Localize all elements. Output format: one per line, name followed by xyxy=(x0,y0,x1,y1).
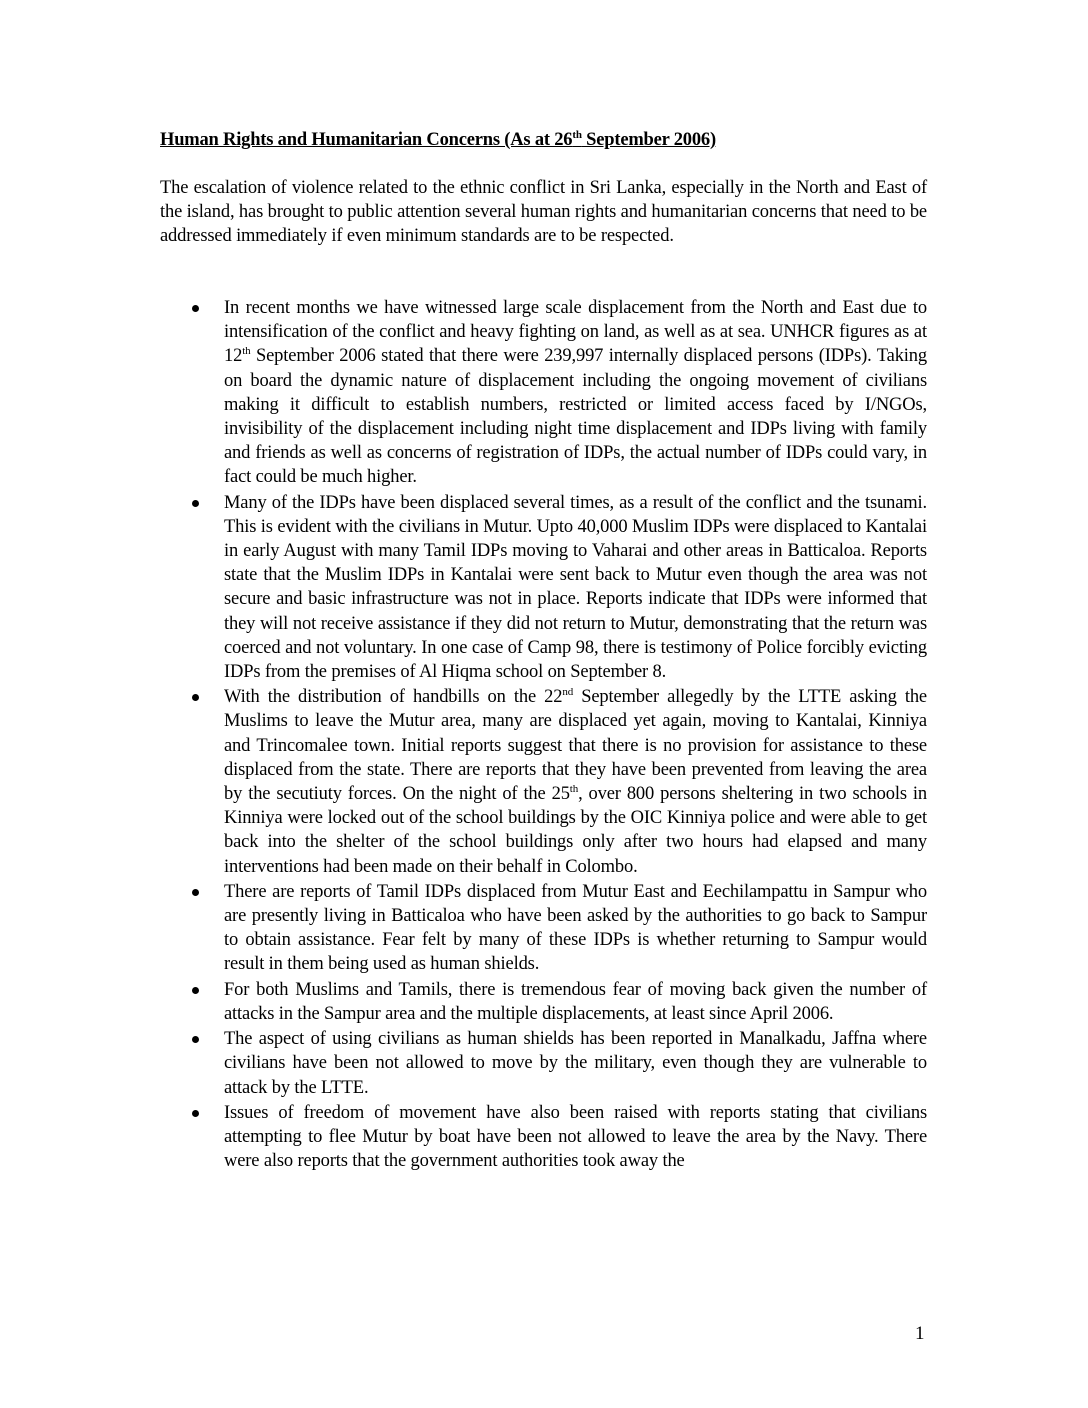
list-item-fear-of-return xyxy=(160,978,927,1026)
list-item-handbills xyxy=(160,685,927,879)
superscript: nd xyxy=(562,686,574,699)
superscript: th xyxy=(569,782,579,795)
list-item-text: There are reports of Tamil IDPs displaced from Mutur East and Eechilampattu in Sampur who are presently living in Batticaloa who have been asked by the authorities to go back to Sampur to obtain assistance. Fear felt by many of these IDPs is whether returning to Sampur would result in them being used as human shields. xyxy=(224,881,927,975)
list-item-displacement-figures xyxy=(160,296,927,490)
list-item-human-shields xyxy=(160,1027,927,1100)
list-item-text: Many of the IDPs have been displaced several times, as a result of the conflict and the tsunami. This is evident with the civilians in Mutur. Upto 40,000 Muslim IDPs were displaced to Kantalai in early August with many Tamil IDPs moving to Vaharai and other areas in Batticaloa. Reports state that the Muslim IDPs in Kantalai were sent back to Mutur even though the area was not secure and basic infrastructure was not in place. Reports indicate that IDPs were informed that they will not receive assistance if they did not return to Mutur, demonstrating that the return was coerced and not voluntary. In one case of Camp 98, there is testimony of Police forcibly evicting IDPs from the premises of Al Hiqma school on September 8. xyxy=(224,492,927,683)
list-item-freedom-of-movement xyxy=(160,1101,927,1174)
title-text-end: September 2006) xyxy=(581,130,716,150)
list-item-text: September allegedly by the LTTE asking the Muslims to leave the Mutur area, many are displaced yet again, moving to Kantalai, Kinniya and Trincomalee town. Initial reports suggest that there is no provision for assistance to these displaced from the state. There are reports that they have been prevented from leaving the area by the secutiuty forces. On the night of the 25 xyxy=(224,687,927,805)
list-item-text: September 2006 stated that there were 239,997 internally displaced persons (IDPs). Taking on board the dynamic nature of displacement including the ongoing movement of civilians making it difficult to establish numbers, restricted or limited access faced by I/NGOs, invisibility of the displacement including night time displacement and IDPs living with family and friends as well as concerns of registration of IDPs, the actual number of IDPs could vary, in fact could be much higher. xyxy=(224,346,927,488)
list-item-multiple-displacement xyxy=(160,491,927,685)
superscript: th xyxy=(242,345,251,358)
bullet-icon xyxy=(192,987,199,994)
list-item-text: For both Muslims and Tamils, there is tremendous fear of moving back given the number of attacks in the Sampur area and the multiple displacements, at least since April 2006. xyxy=(224,979,927,1024)
bullet-icon xyxy=(192,694,199,701)
list-item-text: Issues of freedom of movement have also been raised with reports stating that civilians attempting to flee Mutur by boat have been not allowed to leave the area by the Navy. There were also reports that the government authorities took away the xyxy=(224,1102,927,1172)
concerns-list xyxy=(160,296,927,1174)
list-item-text: , over 800 persons sheltering in two schools in Kinniya were locked out of the school buildings by the OIC Kinniya police and were able to get back into the shelter of the school buildings only after two hours had elapsed and many interventions had been made on their behalf in Colombo. xyxy=(224,784,927,877)
page-number: 1 xyxy=(915,1323,925,1344)
list-item-text: In recent months we have witnessed large scale displacement from the North and East due to intensification of the conflict and heavy fighting on land, as well as at sea. UNHCR figures as at 12 xyxy=(224,298,927,367)
list-item-text: The aspect of using civilians as human shields has been reported in Manalkadu, Jaffna where civilians have been not allowed to move by the military, even though they are vulnerable to attack by the LTTE. xyxy=(224,1029,927,1098)
bullet-icon xyxy=(192,889,199,896)
intro-paragraph: The escalation of violence related to the ethnic conflict in Sri Lanka, especially in the North and East of the island, has brought to public attention several human rights and humanitarian concerns that need to be addressed immediately if even minimum standards are to be respected. xyxy=(160,178,927,246)
bullet-icon xyxy=(192,305,199,312)
bullet-icon xyxy=(192,1110,199,1117)
list-item-tamil-idps xyxy=(160,880,927,977)
title-text: Human Rights and Humanitarian Concerns (As at 26 xyxy=(160,130,573,150)
title-superscript: th xyxy=(572,128,582,141)
document-title xyxy=(160,128,940,152)
bullet-icon xyxy=(192,500,199,507)
bullet-icon xyxy=(192,1036,199,1043)
list-item-text: With the distribution of handbills on the 22 xyxy=(224,687,563,708)
